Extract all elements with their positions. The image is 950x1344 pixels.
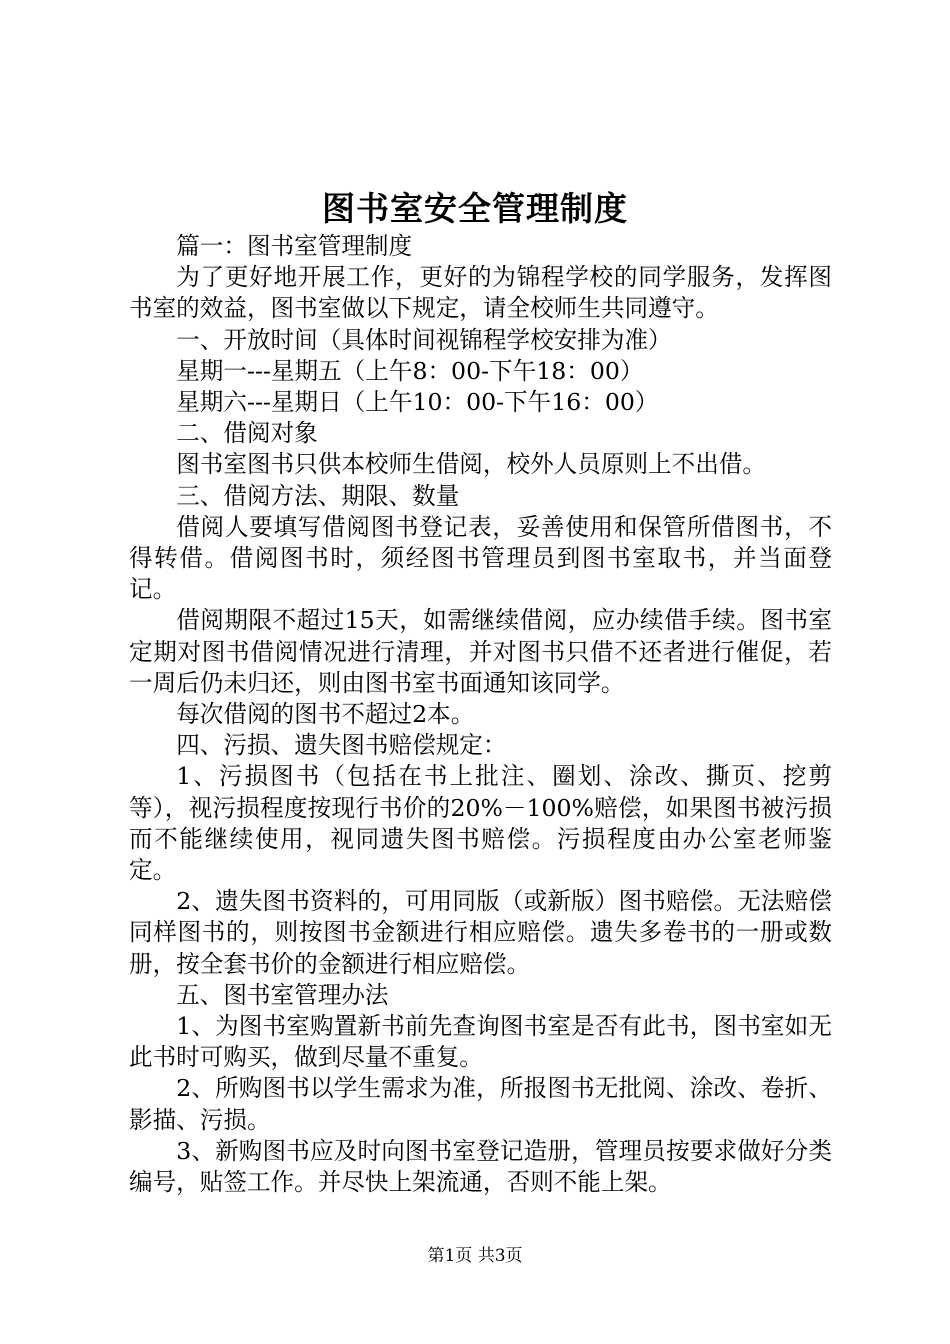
paragraph-heading-borrowing-rules: 三、借阅方法、期限、数量 bbox=[176, 481, 460, 510]
paragraph-borrowing-method: 借阅人要填写借阅图书登记表，妥善使用和保管所借图书，不得转借。借阅图书时，须经图书管理员到图书室取书，并当面登记。 bbox=[129, 512, 832, 604]
paragraph-intro: 为了更好地开展工作，更好的为锦程学校的同学服务，发挥图书室的效益，图书室做以下规定，请全校师生共同遵守。 bbox=[129, 263, 832, 323]
page-footer: 第1页 共3页 bbox=[427, 1246, 523, 1266]
document-title: 图书室安全管理制度 bbox=[322, 189, 628, 228]
paragraph-compensation-loss: 2、遗失图书资料的，可用同版（或新版）图书赔偿。无法赔偿同样图书的，则按图书金额进行相应赔偿。遗失多卷书的一册或数册，按全套书价的金额进行相应赔偿。 bbox=[129, 887, 832, 978]
paragraph-heading-compensation: 四、污损、遗失图书赔偿规定： bbox=[176, 731, 507, 760]
paragraph-management-purchase: 1、为图书室购置新书前先查询图书室是否有此书，图书室如无此书时可购买，做到尽量不重复。 bbox=[129, 1012, 832, 1072]
paragraph-borrowers: 图书室图书只供本校师生借阅，校外人员原则上不出借。 bbox=[176, 450, 767, 479]
paragraph-section-header: 篇一：图书室管理制度 bbox=[176, 232, 413, 260]
paragraph-borrowing-limit: 每次借阅的图书不超过2本。 bbox=[176, 700, 475, 729]
document-body bbox=[129, 231, 832, 1198]
paragraph-heading-management: 五、图书室管理办法 bbox=[176, 980, 389, 1009]
paragraph-management-registration: 3、新购图书应及时向图书室登记造册，管理员按要求做好分类编号，贴签工作。并尽快上架流通，否则不能上架。 bbox=[129, 1136, 832, 1197]
paragraph-compensation-damage: 1、污损图书（包括在书上批注、圈划、涂改、撕页、挖剪等），视污损程度按现行书价的20%－100%赔偿，如果图书被污损而不能继续使用，视同遗失图书赔偿。污损程度由办公室老师鉴定。 bbox=[129, 762, 832, 885]
paragraph-weekend-hours: 星期六---星期日（上午10：00-下午16：00） bbox=[176, 388, 659, 417]
paragraph-heading-opening-hours: 一、开放时间（具体时间视锦程学校安排为准） bbox=[176, 325, 672, 354]
paragraph-management-condition: 2、所购图书以学生需求为准，所报图书无批阅、涂改、卷折、影描、污损。 bbox=[129, 1074, 832, 1134]
paragraph-weekday-hours: 星期一---星期五（上午8：00-下午18：00） bbox=[176, 356, 644, 385]
paragraph-heading-borrowers: 二、借阅对象 bbox=[176, 419, 318, 448]
paragraph-borrowing-period: 借阅期限不超过15天，如需继续借阅，应办续借手续。图书室定期对图书借阅情况进行清理，并对图书只借不还者进行催促，若一周后仍未归还，则由图书室书面通知该同学。 bbox=[129, 606, 832, 697]
